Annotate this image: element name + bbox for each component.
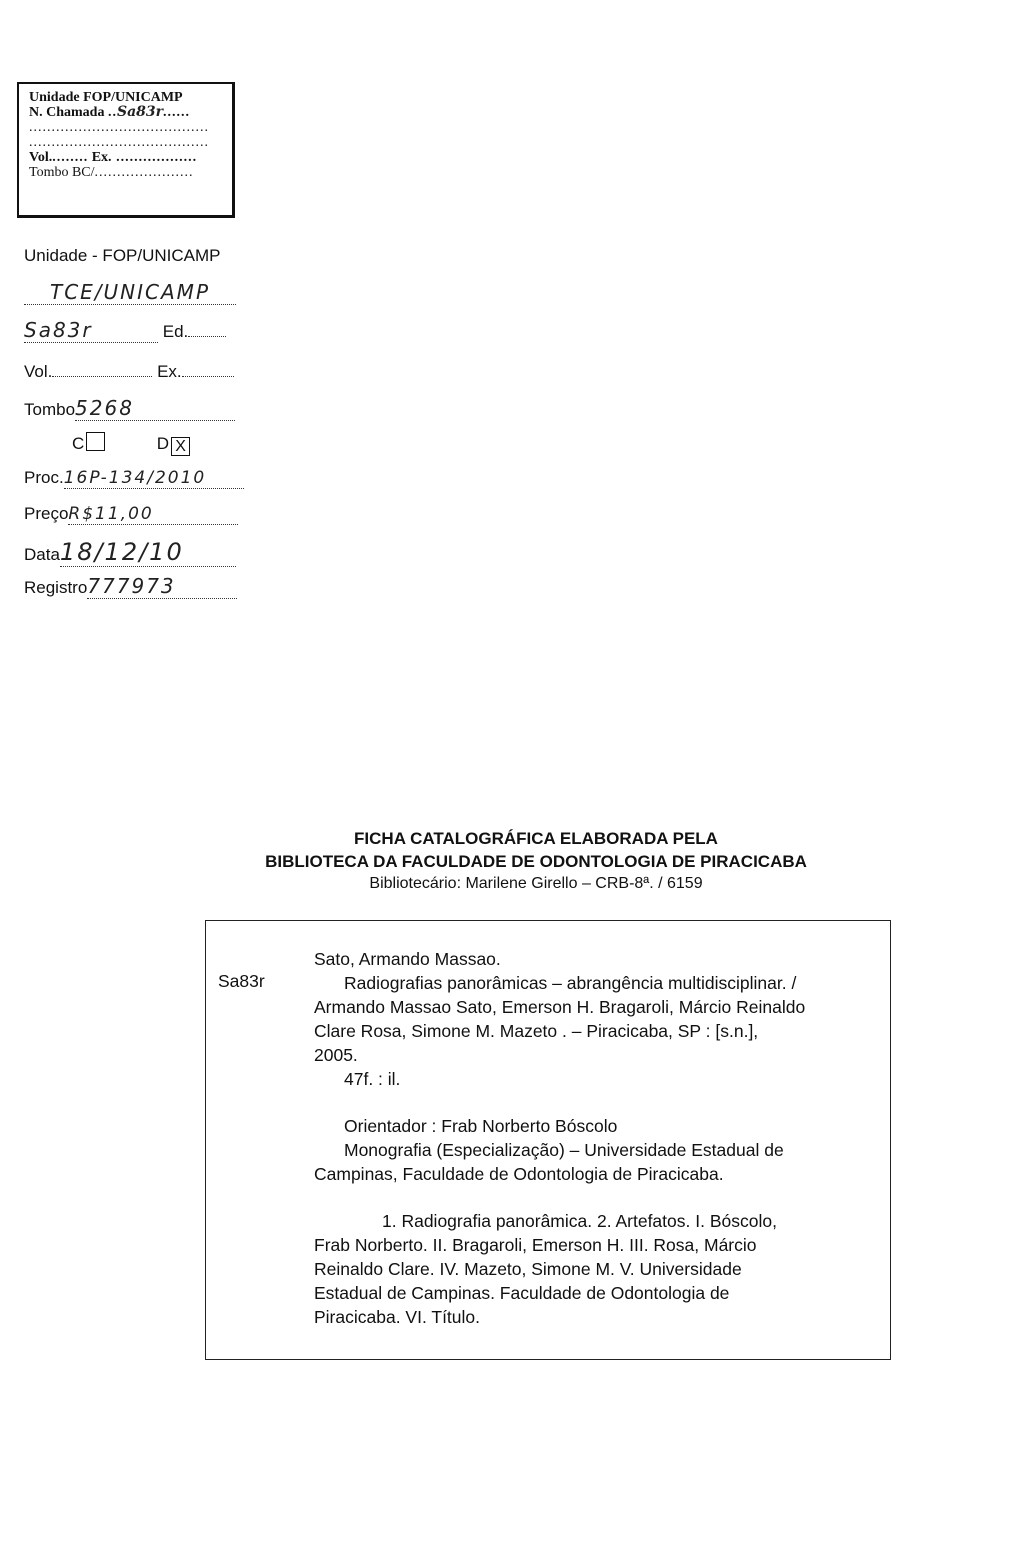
register-ex-label: Ex. xyxy=(157,362,182,381)
stamp-vol-row: Vol......... Ex. .................. xyxy=(29,150,198,165)
subjects-line: 1. Radiografia panorâmica. 2. Artefatos. I. Bóscolo, xyxy=(382,1211,777,1231)
register-registro-label: Registro xyxy=(24,578,88,597)
register-proc-label: Proc. xyxy=(24,468,64,487)
register-tombo-row xyxy=(24,396,235,421)
register-preco-label: Preço xyxy=(24,504,69,523)
ficha-heading-line2: BIBLIOTECA DA FACULDADE DE ODONTOLOGIA DE PIRACICABA xyxy=(265,852,807,871)
register-unidade-hand: TCE/UNICAMP xyxy=(24,280,236,305)
register-proc-row xyxy=(24,468,244,489)
register-c-label: C xyxy=(72,434,85,453)
register-preco-row xyxy=(24,504,238,525)
register-data-row xyxy=(24,538,236,567)
register-d-label: D xyxy=(156,434,170,453)
register-tombo-label: Tombo xyxy=(24,400,76,419)
register-chamada-hand: Sa83r xyxy=(24,318,158,343)
stamp-dotted-line: ........................................ xyxy=(29,135,209,150)
register-unidade-hand-row xyxy=(24,280,236,305)
register-preco-value: R$11,00 xyxy=(68,504,238,525)
checkbox-d-checked: X xyxy=(171,437,190,456)
stamp-chamada-value: Sa83r xyxy=(116,105,164,120)
register-chamada-row xyxy=(24,318,226,343)
register-proc-value: 16P-134/2010 xyxy=(64,468,244,489)
register-vol-label: Vol. xyxy=(24,362,53,381)
stamp-vol-label: Vol. xyxy=(29,150,53,165)
title-line: Armando Massao Sato, Emerson H. Bragaroli, Márcio Reinaldo xyxy=(314,997,806,1017)
subjects-line: Reinaldo Clare. IV. Mazeto, Simone M. V. Universidade xyxy=(314,1259,742,1279)
stamp-tombo-row: Tombo BC/...................... xyxy=(29,165,194,180)
stamp-tombo-label: Tombo BC/ xyxy=(29,165,95,180)
register-unidade: Unidade - FOP/UNICAMP xyxy=(24,246,221,265)
monografia-line: Campinas, Faculdade de Odontologia de Piracicaba. xyxy=(314,1164,724,1184)
call-number: Sa83r xyxy=(218,971,265,991)
checkbox-c xyxy=(86,432,105,451)
pages: 47f. : il. xyxy=(344,1069,401,1089)
stamp-chamada-row: N. Chamada ..Sa83r...... xyxy=(29,105,191,120)
stamp-dotted-line: ........................................ xyxy=(29,120,209,135)
register-vol-row xyxy=(24,362,234,382)
author: Sato, Armando Massao. xyxy=(314,949,501,969)
register-registro-row xyxy=(24,574,237,599)
title-line: Radiografias panorâmicas – abrangência multidisciplinar. / xyxy=(344,973,797,993)
register-data-label: Data xyxy=(24,545,60,564)
catalog-card xyxy=(205,920,891,1360)
register-data-value: 18/12/10 xyxy=(60,538,236,567)
title-line: Clare Rosa, Simone M. Mazeto . – Piracicaba, SP : [s.n.], xyxy=(314,1021,759,1041)
subjects-line: Frab Norberto. II. Bragaroli, Emerson H. III. Rosa, Márcio xyxy=(314,1235,757,1255)
register-ed-label: Ed. xyxy=(162,322,189,341)
register-tombo-value: 5268 xyxy=(75,396,235,421)
catalog-entry xyxy=(314,947,887,1329)
orientador: Orientador : Frab Norberto Bóscolo xyxy=(344,1116,618,1136)
ficha-librarian: Bibliotecário: Marilene Girello – CRB-8ª. / 6159 xyxy=(369,875,703,892)
monografia-line: Monografia (Especialização) – Universidade Estadual de xyxy=(344,1140,784,1160)
library-stamp xyxy=(17,82,235,218)
register-registro-value: 777973 xyxy=(87,574,237,599)
register-cd-row xyxy=(72,432,190,456)
stamp-chamada-label: N. Chamada xyxy=(29,105,105,120)
subjects-line: Estadual de Campinas. Faculdade de Odontologia de xyxy=(314,1283,730,1303)
stamp-unidade: Unidade FOP/UNICAMP xyxy=(29,90,183,105)
title-line: 2005. xyxy=(314,1045,358,1065)
ficha-heading-line1: FICHA CATALOGRÁFICA ELABORADA PELA xyxy=(354,829,718,848)
subjects-line: Piracicaba. VI. Título. xyxy=(314,1307,481,1327)
stamp-ex-label: Ex. xyxy=(91,150,112,165)
